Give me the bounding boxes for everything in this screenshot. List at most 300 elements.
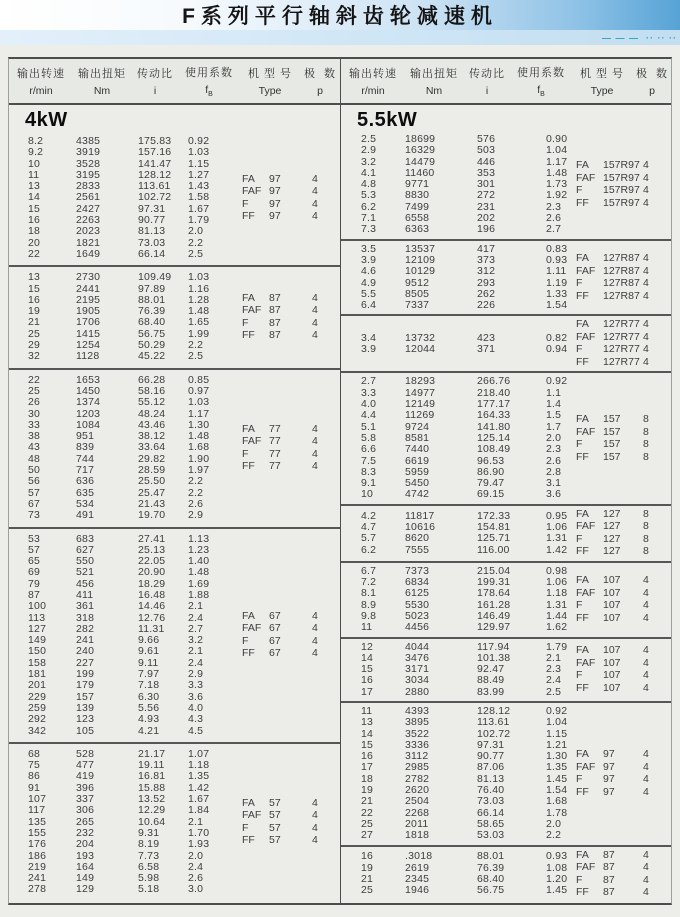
torque-cell: 550: [76, 555, 95, 568]
ratio-cell: 81.13: [477, 772, 505, 785]
type-model: 97: [603, 785, 615, 798]
service-factor-cell: 1.48: [188, 566, 210, 579]
service-factor-cell: 2.4: [188, 656, 204, 669]
speed-cell: 17: [361, 761, 374, 774]
table-row: [9, 465, 242, 476]
service-factor-cell: 1.92: [546, 189, 568, 202]
pole-count: 4: [643, 773, 649, 786]
ratio-cell: 9.11: [138, 656, 159, 669]
speed-cell: 201: [28, 679, 47, 692]
type-line: [576, 198, 667, 210]
ratio-cell: 97.31: [477, 738, 505, 751]
pole-count: 4: [643, 861, 649, 874]
service-factor-cell: 3.6: [546, 488, 562, 501]
speed-cell: 4.0: [361, 398, 377, 411]
header-unit: $f_B$: [205, 83, 213, 99]
service-factor-cell: 1.48: [546, 166, 568, 179]
speed-cell: 292: [28, 713, 47, 726]
ratio-cell: 50.29: [138, 339, 166, 352]
table-row: [341, 642, 576, 653]
speed-cell: 32: [28, 350, 41, 363]
pole-count: 4: [643, 574, 649, 587]
type-line: [576, 575, 667, 587]
ratio-cell: 293: [477, 276, 496, 289]
pole-count: 8: [643, 413, 649, 426]
torque-cell: 411: [76, 588, 94, 601]
service-factor-cell: 1.06: [546, 576, 568, 589]
torque-cell: 199: [76, 668, 95, 681]
ratio-cell: 108.49: [477, 443, 511, 456]
type-prefix: FAF: [576, 264, 596, 277]
type-line: [242, 835, 336, 847]
speed-cell: 3.5: [361, 242, 377, 255]
type-line: [242, 461, 336, 473]
ratio-cell: 231: [477, 200, 496, 213]
title-band: [0, 0, 680, 30]
ratio-cell: 28.59: [138, 464, 166, 477]
header-label: 使用系数: [185, 66, 233, 79]
service-factor-cell: 0.90: [546, 133, 568, 145]
service-factor-cell: 2.7: [188, 622, 204, 635]
torque-cell: 9724: [405, 420, 430, 433]
header-unit: i: [153, 85, 157, 97]
type-line: [576, 774, 667, 786]
torque-cell: 12109: [405, 253, 436, 266]
speed-cell: 29: [28, 339, 41, 352]
ratio-cell: 56.75: [477, 884, 505, 897]
torque-cell: 10129: [405, 265, 436, 278]
type-list: [576, 645, 671, 694]
pole-count: 4: [312, 197, 318, 210]
torque-cell: 1905: [76, 305, 101, 318]
speed-cell: 75: [28, 759, 41, 772]
ratio-cell: 19.11: [138, 759, 165, 772]
ratio-cell: 202: [477, 212, 496, 225]
type-model: 87: [269, 304, 281, 317]
speed-cell: 4.6: [361, 265, 377, 278]
speed-cell: 9.2: [28, 146, 44, 159]
ratio-cell: 371: [477, 342, 496, 355]
table-row: [341, 422, 576, 433]
type-line: [576, 534, 667, 546]
table-row: [9, 340, 242, 351]
ratio-cell: 141.80: [477, 420, 511, 433]
ratio-cell: 5.18: [138, 883, 160, 896]
type-model: 127: [603, 507, 621, 520]
table-row: [341, 566, 576, 577]
type-prefix: FF: [242, 210, 255, 223]
type-prefix: FA: [242, 609, 255, 622]
torque-cell: 1374: [76, 396, 101, 409]
torque-cell: 1128: [76, 350, 100, 363]
speed-cell: 22: [28, 247, 41, 260]
type-model: 77: [269, 460, 281, 473]
torque-cell: 7373: [405, 564, 430, 577]
ratio-cell: 175.83: [138, 135, 172, 147]
pole-count: 4: [312, 185, 318, 198]
ratio-cell: 196: [477, 223, 496, 236]
torque-cell: 2268: [405, 806, 430, 819]
type-line: [576, 266, 667, 278]
type-model: 87: [269, 329, 281, 342]
speed-cell: 135: [28, 815, 47, 828]
type-model: 127: [603, 545, 621, 558]
torque-cell: 123: [76, 713, 95, 726]
pole-count: 4: [643, 184, 649, 197]
torque-cell: 3195: [76, 168, 101, 181]
data-rows: [9, 534, 242, 737]
type-model: 57: [269, 821, 281, 834]
torque-cell: 14977: [405, 386, 436, 399]
ratio-cell: 86.90: [477, 465, 505, 478]
header-cell: [341, 65, 405, 97]
service-factor-cell: 1.31: [546, 532, 568, 545]
table-row: [341, 179, 576, 190]
ratio-cell: 48.24: [138, 407, 166, 420]
ratio-cell: 10.64: [138, 815, 166, 828]
type-list: [576, 850, 671, 899]
type-list: [242, 798, 340, 847]
ratio-cell: 12.76: [138, 611, 166, 624]
torque-cell: 5959: [405, 465, 430, 478]
speed-cell: 6.6: [361, 443, 377, 456]
service-factor-cell: 1.31: [546, 598, 568, 611]
pole-count: 8: [643, 532, 649, 545]
type-line: [242, 611, 336, 623]
type-list: [576, 160, 671, 209]
ratio-cell: 27.41: [138, 532, 166, 545]
service-factor-cell: 1.93: [188, 838, 210, 851]
table-header: [9, 59, 671, 105]
speed-cell: 10: [361, 488, 374, 501]
table-row: [341, 751, 576, 762]
torque-cell: 1203: [76, 407, 101, 420]
torque-cell: 13537: [405, 242, 436, 255]
table-row: [341, 729, 576, 740]
ratio-cell: 90.77: [477, 750, 505, 763]
service-factor-cell: 1.15: [546, 727, 568, 740]
table-row: [341, 224, 576, 235]
type-line: [576, 509, 667, 521]
gear-block: [341, 701, 671, 845]
service-factor-cell: 3.2: [188, 634, 204, 647]
service-factor-cell: 2.4: [188, 860, 204, 873]
type-line: [576, 357, 667, 369]
header-unit: p: [649, 85, 655, 97]
type-model: 67: [269, 647, 281, 660]
ratio-cell: 417: [477, 242, 496, 255]
service-factor-cell: 1.35: [188, 770, 210, 783]
table-row: [9, 476, 242, 487]
pole-count: 4: [643, 171, 649, 184]
table-row: [341, 467, 576, 478]
pole-count: 4: [643, 289, 649, 302]
ratio-cell: 266.76: [477, 375, 511, 388]
speed-cell: 181: [28, 668, 47, 681]
service-factor-cell: 2.6: [188, 497, 204, 510]
pole-count: 4: [312, 435, 318, 448]
service-factor-cell: 1.03: [188, 396, 210, 409]
speed-cell: 13: [28, 271, 41, 284]
speed-cell: 3.3: [361, 386, 377, 399]
speed-cell: 150: [28, 645, 47, 658]
type-list: [576, 509, 671, 558]
service-factor-cell: 1.54: [546, 299, 568, 312]
table-row: [341, 478, 576, 489]
service-factor-cell: 2.1: [188, 815, 204, 828]
ratio-cell: 76.39: [138, 305, 166, 318]
service-factor-cell: 1.45: [546, 772, 568, 785]
speed-cell: 57: [28, 486, 41, 499]
table-row: [341, 622, 576, 633]
speed-cell: 16: [361, 750, 374, 763]
torque-cell: 744: [76, 452, 95, 465]
table-row: [341, 796, 576, 807]
header-label: 极 数: [635, 68, 669, 80]
ratio-cell: 301: [477, 178, 496, 191]
service-factor-cell: 1.7: [546, 420, 562, 433]
type-prefix: FAF: [576, 656, 596, 669]
type-line: [576, 749, 667, 761]
type-model: 77: [269, 447, 281, 460]
ratio-cell: 157.16: [138, 146, 172, 159]
header-cell: [301, 65, 339, 97]
torque-cell: 18293: [405, 375, 436, 388]
speed-cell: 2.5: [361, 133, 377, 145]
type-model: 157R97: [603, 159, 640, 172]
table-row: [341, 819, 576, 830]
type-prefix: FA: [576, 252, 589, 265]
ratio-cell: 76.40: [477, 784, 505, 797]
pole-count: 4: [312, 304, 318, 317]
speed-cell: 5.5: [361, 287, 377, 300]
ratio-cell: 56.75: [138, 327, 166, 340]
torque-cell: 4044: [405, 640, 430, 653]
speed-cell: 57: [28, 543, 41, 556]
type-line: [242, 648, 336, 660]
ratio-cell: 125.71: [477, 532, 511, 545]
type-list: [576, 319, 671, 368]
pole-count: 4: [312, 210, 318, 223]
torque-cell: 3171: [405, 663, 430, 676]
torque-cell: 361: [76, 600, 95, 613]
torque-cell: 7555: [405, 543, 430, 556]
service-factor-cell: 1.07: [188, 747, 210, 760]
speed-cell: 5.1: [361, 420, 377, 433]
torque-cell: 521: [76, 566, 95, 579]
speed-cell: 9.8: [361, 609, 377, 622]
speed-cell: 2.7: [361, 375, 377, 388]
torque-cell: 8581: [405, 431, 430, 444]
table-row: [9, 884, 242, 895]
type-line: [576, 332, 667, 344]
ratio-cell: 58.65: [477, 817, 505, 830]
torque-cell: 1706: [76, 316, 101, 329]
service-factor-cell: 0.83: [546, 242, 568, 255]
speed-cell: 30: [28, 407, 41, 420]
table-row: [341, 664, 576, 675]
service-factor-cell: 1.65: [188, 316, 210, 329]
ratio-cell: 218.40: [477, 386, 511, 399]
column-right: [340, 105, 671, 903]
service-factor-cell: 1.20: [546, 873, 568, 886]
speed-cell: 69: [28, 566, 41, 579]
table-row: [9, 238, 242, 249]
table-row: [9, 726, 242, 737]
torque-cell: 396: [76, 781, 95, 794]
service-factor-cell: 2.5: [188, 247, 204, 260]
header-label: 机 型 号: [579, 68, 625, 80]
ratio-cell: 73.03: [477, 795, 505, 808]
pole-count: 4: [643, 264, 649, 277]
type-prefix: FF: [576, 785, 589, 798]
type-line: [576, 787, 667, 799]
torque-cell: 2023: [76, 225, 101, 238]
type-line: [576, 850, 667, 862]
ratio-cell: 43.46: [138, 418, 166, 431]
speed-cell: 27: [361, 829, 374, 842]
pole-count: 4: [643, 886, 649, 899]
type-list: [576, 749, 671, 798]
table-row: [341, 851, 576, 862]
speed-cell: 3.2: [361, 155, 377, 168]
service-factor-cell: 2.7: [546, 223, 562, 236]
pole-count: 8: [643, 545, 649, 558]
torque-cell: 129: [76, 883, 95, 896]
ratio-cell: 38.12: [138, 430, 166, 443]
pole-count: 4: [643, 196, 649, 209]
speed-cell: 21: [28, 316, 41, 329]
type-prefix: FA: [576, 413, 589, 426]
torque-cell: 491: [76, 509, 95, 522]
service-factor-cell: 2.0: [546, 431, 562, 444]
speed-cell: 16: [28, 214, 41, 227]
service-factor-cell: 2.3: [546, 443, 562, 456]
ratio-cell: 25.50: [138, 475, 166, 488]
service-factor-cell: 3.1: [546, 477, 562, 490]
type-model: 157: [603, 425, 621, 438]
type-model: 87: [269, 316, 281, 329]
data-rows: [341, 851, 576, 896]
speed-cell: 11: [361, 621, 373, 634]
gear-block: [341, 561, 671, 637]
table-row: [341, 611, 576, 622]
type-prefix: FAF: [576, 330, 596, 343]
type-prefix: F: [242, 821, 249, 834]
type-model: 127: [603, 520, 621, 533]
column-left: [9, 105, 340, 903]
speed-cell: 20: [28, 236, 41, 249]
torque-cell: 11817: [405, 509, 435, 522]
service-factor-cell: 2.4: [188, 611, 204, 624]
speed-cell: 6.7: [361, 564, 377, 577]
type-list: [242, 174, 340, 223]
type-line: [576, 600, 667, 612]
pole-count: 4: [312, 821, 318, 834]
speed-cell: 8.2: [28, 135, 44, 147]
service-factor-cell: 1.48: [188, 305, 210, 318]
service-factor-cell: 2.5: [188, 350, 204, 363]
ratio-cell: 88.01: [138, 293, 166, 306]
table-row: [341, 706, 576, 717]
type-model: 127R87: [603, 277, 640, 290]
torque-cell: 8830: [405, 189, 430, 202]
service-factor-cell: 0.93: [546, 253, 568, 266]
speed-cell: 14: [361, 727, 374, 740]
ratio-cell: 16.48: [138, 588, 166, 601]
torque-cell: 3895: [405, 716, 430, 729]
type-model: 127R87: [603, 264, 640, 277]
type-model: 97: [269, 185, 281, 198]
service-factor-cell: 2.1: [546, 651, 562, 664]
type-line: [576, 185, 667, 197]
speed-cell: 25: [361, 884, 374, 897]
speed-cell: 278: [28, 883, 47, 896]
ratio-cell: 113.61: [477, 716, 510, 729]
type-model: 127R77: [603, 343, 640, 356]
speed-cell: 8.9: [361, 598, 377, 611]
type-model: 157: [603, 413, 621, 426]
service-factor-cell: 0.98: [546, 564, 568, 577]
type-model: 87: [603, 848, 615, 861]
torque-cell: 318: [76, 611, 95, 624]
speed-cell: 14: [28, 191, 41, 204]
torque-cell: 419: [76, 770, 95, 783]
service-factor-cell: 1.28: [188, 293, 210, 306]
service-factor-cell: 1.79: [546, 640, 568, 653]
table-row: [9, 249, 242, 260]
header-unit: r/min: [361, 85, 385, 97]
type-model: 67: [269, 622, 281, 635]
ratio-cell: 13.52: [138, 793, 166, 806]
ratio-cell: 6.30: [138, 690, 160, 703]
table-row: [341, 511, 576, 522]
ratio-cell: 125.14: [477, 431, 511, 444]
table-row: [9, 839, 242, 850]
pole-count: 4: [312, 447, 318, 460]
torque-cell: 16329: [405, 144, 436, 157]
speed-cell: 229: [28, 690, 47, 703]
speed-cell: 259: [28, 701, 47, 714]
service-factor-cell: 3.0: [188, 883, 204, 896]
torque-cell: 11269: [405, 409, 435, 422]
type-model: 77: [269, 422, 281, 435]
type-prefix: FF: [576, 681, 589, 694]
ratio-cell: 113.61: [138, 180, 171, 193]
service-factor-cell: 1.97: [188, 464, 210, 477]
data-rows: [341, 706, 576, 842]
type-model: 107: [603, 599, 621, 612]
table-row: [341, 863, 576, 874]
header-unit: r/min: [29, 85, 53, 97]
ratio-cell: 6.58: [138, 860, 160, 873]
service-factor-cell: 1.16: [188, 282, 210, 295]
torque-cell: 2833: [76, 180, 101, 193]
torque-cell: 4456: [405, 621, 430, 634]
table-row: [341, 785, 576, 796]
header-cell: [131, 65, 179, 97]
torque-cell: 232: [76, 826, 95, 839]
service-factor-cell: 1.19: [546, 276, 568, 289]
speed-cell: 4.4: [361, 409, 377, 422]
ratio-cell: 9.31: [138, 826, 160, 839]
speed-cell: 13: [28, 180, 41, 193]
service-factor-cell: 1.27: [188, 168, 210, 181]
speed-cell: 11: [28, 168, 40, 181]
type-prefix: FA: [242, 796, 255, 809]
ratio-cell: 4.93: [138, 713, 160, 726]
ratio-cell: 503: [477, 144, 496, 157]
